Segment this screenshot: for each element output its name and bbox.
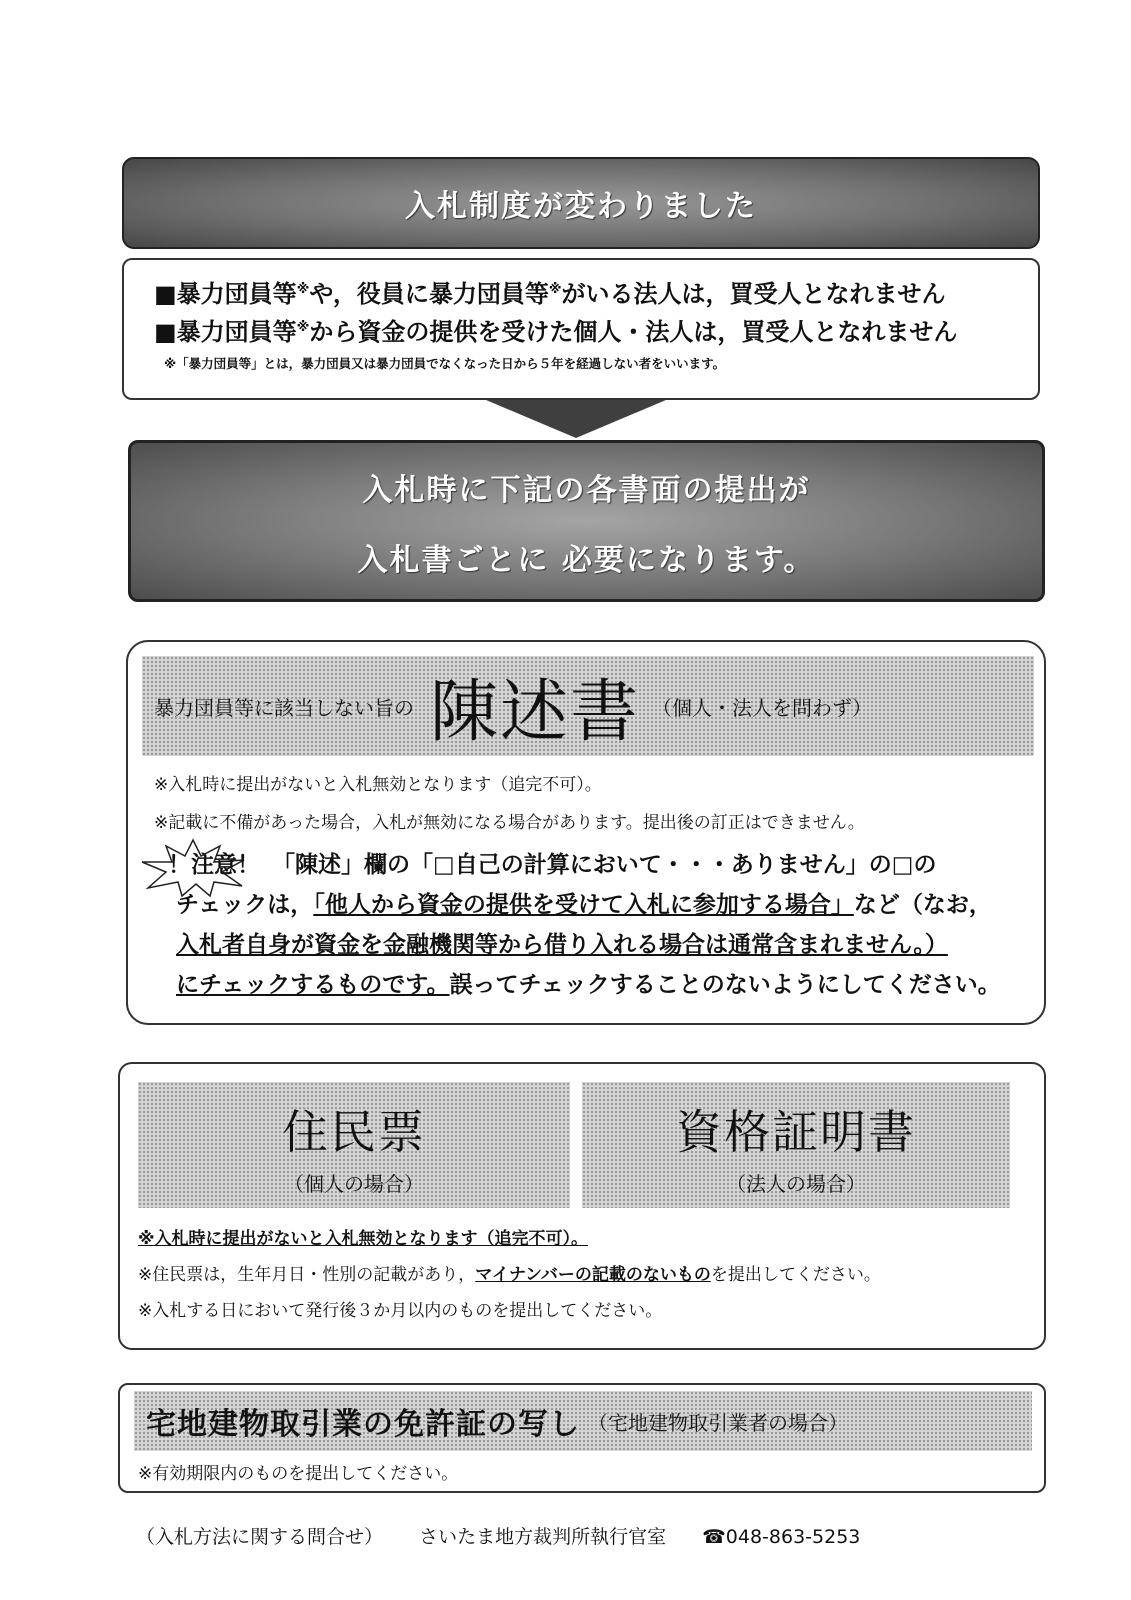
notice-mark: ※ — [548, 282, 562, 297]
qualification-certificate-sub: （法人の場合） — [726, 1172, 866, 1196]
caution-text-4b: 誤ってチェックすることのないようにしてください。 — [449, 972, 1001, 998]
requirement-line-1: 入札時に下記の各書面の提出が — [362, 473, 811, 508]
residence-note-2c: を提出してください。 — [710, 1265, 881, 1285]
license-scope: （宅地建物取引業者の場合） — [588, 1410, 848, 1435]
residence-note-2b: マイナンバーの記載のないもの — [475, 1265, 711, 1285]
contact-office: さいたま地方裁判所執行官室 — [419, 1526, 667, 1548]
statement-scope: （個人・法人を問わず） — [652, 695, 873, 720]
license-box — [118, 1383, 1046, 1493]
notice-line-1-part-c: がいる法人は，買受人となれません — [561, 280, 946, 308]
notice-line-2-part-b: から資金の提供を受けた個人・法人は，買受人となれません — [309, 318, 958, 346]
notice-mark: ※ — [296, 282, 310, 297]
residence-certificate-sub: （個人の場合） — [284, 1172, 424, 1196]
contact-footer — [136, 1522, 1016, 1552]
notice-mark: ※ — [296, 320, 310, 335]
residence-note-2a: ※住民票は，生年月日・性別の記載があり， — [138, 1265, 476, 1285]
contact-phone: ☎048-863-5253 — [702, 1526, 861, 1548]
residence-box — [118, 1062, 1046, 1350]
contact-inquiry: （入札方法に関する問合せ） — [136, 1526, 384, 1548]
notice-line-2 — [154, 312, 957, 347]
caution-text-1: 「陳述」欄の「□自己の計算において・・・ありません」の□の — [272, 852, 937, 878]
statement-note-2: ※記載に不備があった場合，入札が無効になる場合があります。提出後の訂正はできません。 — [154, 813, 865, 833]
license-title: 宅地建物取引業の免許証の写し — [146, 1407, 580, 1442]
requirement-line-2: 入札書ごとに 必要になります。 — [357, 543, 816, 578]
notice-line-1-part-b: や，役員に暴力団員等 — [309, 280, 549, 308]
statement-note-1: ※入札時に提出がないと入札無効となります（追完不可）。 — [154, 775, 602, 795]
notice-box — [122, 258, 1040, 400]
caution-text-2b: 「他人から資金の提供を受けて入札に参加する場合」 — [313, 892, 854, 918]
caution-text-2a: チェックは， — [176, 892, 314, 918]
down-arrow-icon — [486, 400, 666, 438]
statement-box — [126, 640, 1046, 1025]
statement-header — [142, 656, 1034, 756]
notice-line-1-part-a: ■暴力団員等 — [154, 280, 297, 308]
residence-certificate-panel — [138, 1082, 570, 1208]
title-banner-text: 入札制度が変わりました — [405, 189, 757, 224]
license-header — [134, 1391, 1032, 1451]
statement-title: 陳述書 — [430, 672, 641, 752]
caution-label: ！注意！ — [168, 852, 260, 878]
residence-note-1: ※入札時に提出がないと入札無効となります（追完不可）。 — [138, 1229, 589, 1249]
residence-certificate-title: 住民票 — [282, 1105, 426, 1159]
notice-line-2-part-a: ■暴力団員等 — [154, 318, 297, 346]
residence-note-3: ※入札する日において発行後３か月以内のものを提出してください。 — [138, 1301, 663, 1321]
notice-line-1 — [154, 274, 946, 309]
caution-line-3: 入札者自身が資金を金融機関等から借り入れる場合は通常含まれません。） — [176, 932, 948, 958]
license-note: ※有効期限内のものを提出してください。 — [138, 1464, 459, 1484]
caution-text-4a: にチェックするものです。 — [176, 972, 450, 998]
title-banner — [122, 157, 1040, 249]
residence-note-2 — [138, 1260, 881, 1285]
notice-footnote: ※「暴力団員等」とは，暴力団員又は暴力団員でなくなった日から５年を経過しない者をいいます。 — [164, 356, 726, 371]
qualification-certificate-panel — [582, 1082, 1010, 1208]
qualification-certificate-title: 資格証明書 — [676, 1105, 916, 1159]
caution-line-2 — [176, 886, 992, 919]
statement-prefix: 暴力団員等に該当しない旨の — [154, 695, 414, 720]
requirement-banner — [128, 440, 1045, 602]
caution-line-4 — [176, 966, 1001, 999]
caution-line-1 — [168, 846, 936, 879]
caution-text-2c: など（なお， — [853, 892, 992, 918]
